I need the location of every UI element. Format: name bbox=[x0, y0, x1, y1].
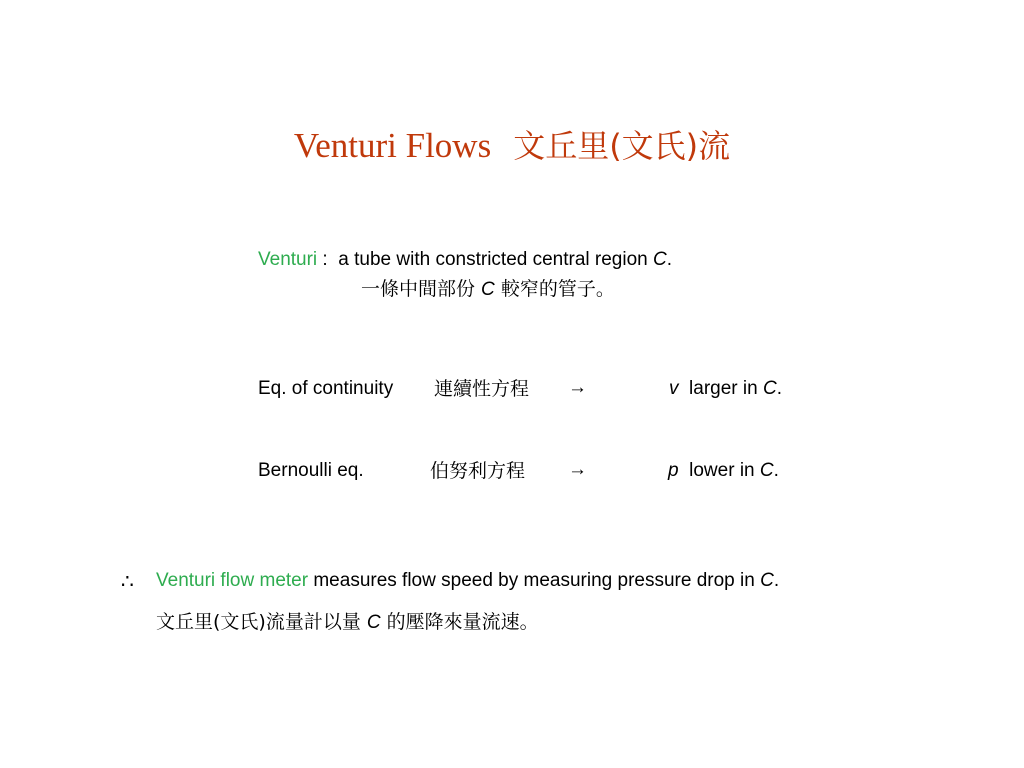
conclusion-term: Venturi flow meter bbox=[156, 570, 309, 591]
bernoulli-arrow-icon: → bbox=[568, 459, 587, 480]
continuity-var: v bbox=[669, 378, 679, 399]
conclusion-line bbox=[156, 569, 779, 593]
conclusion-chinese-line bbox=[156, 610, 539, 635]
definition-chinese-symbol: C bbox=[481, 279, 495, 300]
bernoulli-label: Bernoulli eq. bbox=[258, 460, 364, 481]
continuity-arrow-icon: → bbox=[568, 377, 587, 398]
definition-symbol: C bbox=[653, 249, 667, 270]
definition-term: Venturi bbox=[258, 249, 318, 270]
continuity-chinese: 連續性方程 bbox=[434, 378, 530, 400]
therefore-icon: ∴ bbox=[121, 571, 134, 593]
bernoulli-chinese: 伯努利方程 bbox=[430, 460, 526, 482]
conclusion-chinese-before: 文丘里(文氏)流量計以量 bbox=[156, 611, 367, 633]
definition-separator: : bbox=[317, 249, 339, 270]
continuity-symbol: C bbox=[762, 378, 777, 399]
continuity-result: larger in bbox=[678, 378, 763, 399]
bernoulli-var: p bbox=[668, 460, 679, 481]
definition-line bbox=[258, 248, 672, 272]
bernoulli-end: . bbox=[773, 460, 779, 481]
definition-chinese-after: 較窄的管子。 bbox=[494, 278, 615, 300]
conclusion-text: measures flow speed by measuring pressure drop in bbox=[308, 570, 761, 591]
continuity-end: . bbox=[776, 378, 782, 399]
slide-title bbox=[0, 124, 1024, 168]
continuity-label: Eq. of continuity bbox=[258, 378, 394, 399]
bernoulli-symbol: C bbox=[759, 460, 774, 481]
conclusion-chinese-after: 的壓降來量流速。 bbox=[380, 611, 539, 633]
definition-end: . bbox=[666, 249, 673, 270]
bernoulli-result-line bbox=[668, 459, 779, 483]
title-english: Venturi Flows bbox=[293, 126, 492, 165]
definition-text: a tube with constricted central region bbox=[338, 249, 654, 270]
conclusion-symbol: C bbox=[760, 570, 774, 591]
continuity-result-line bbox=[669, 377, 782, 401]
definition-chinese-before: 一條中間部份 bbox=[361, 278, 482, 300]
conclusion-end: . bbox=[773, 570, 780, 591]
definition-chinese-line bbox=[361, 277, 615, 302]
title-chinese: 文丘里(文氏)流 bbox=[513, 127, 731, 165]
bernoulli-result: lower in bbox=[678, 460, 760, 481]
conclusion-chinese-symbol: C bbox=[366, 612, 381, 633]
